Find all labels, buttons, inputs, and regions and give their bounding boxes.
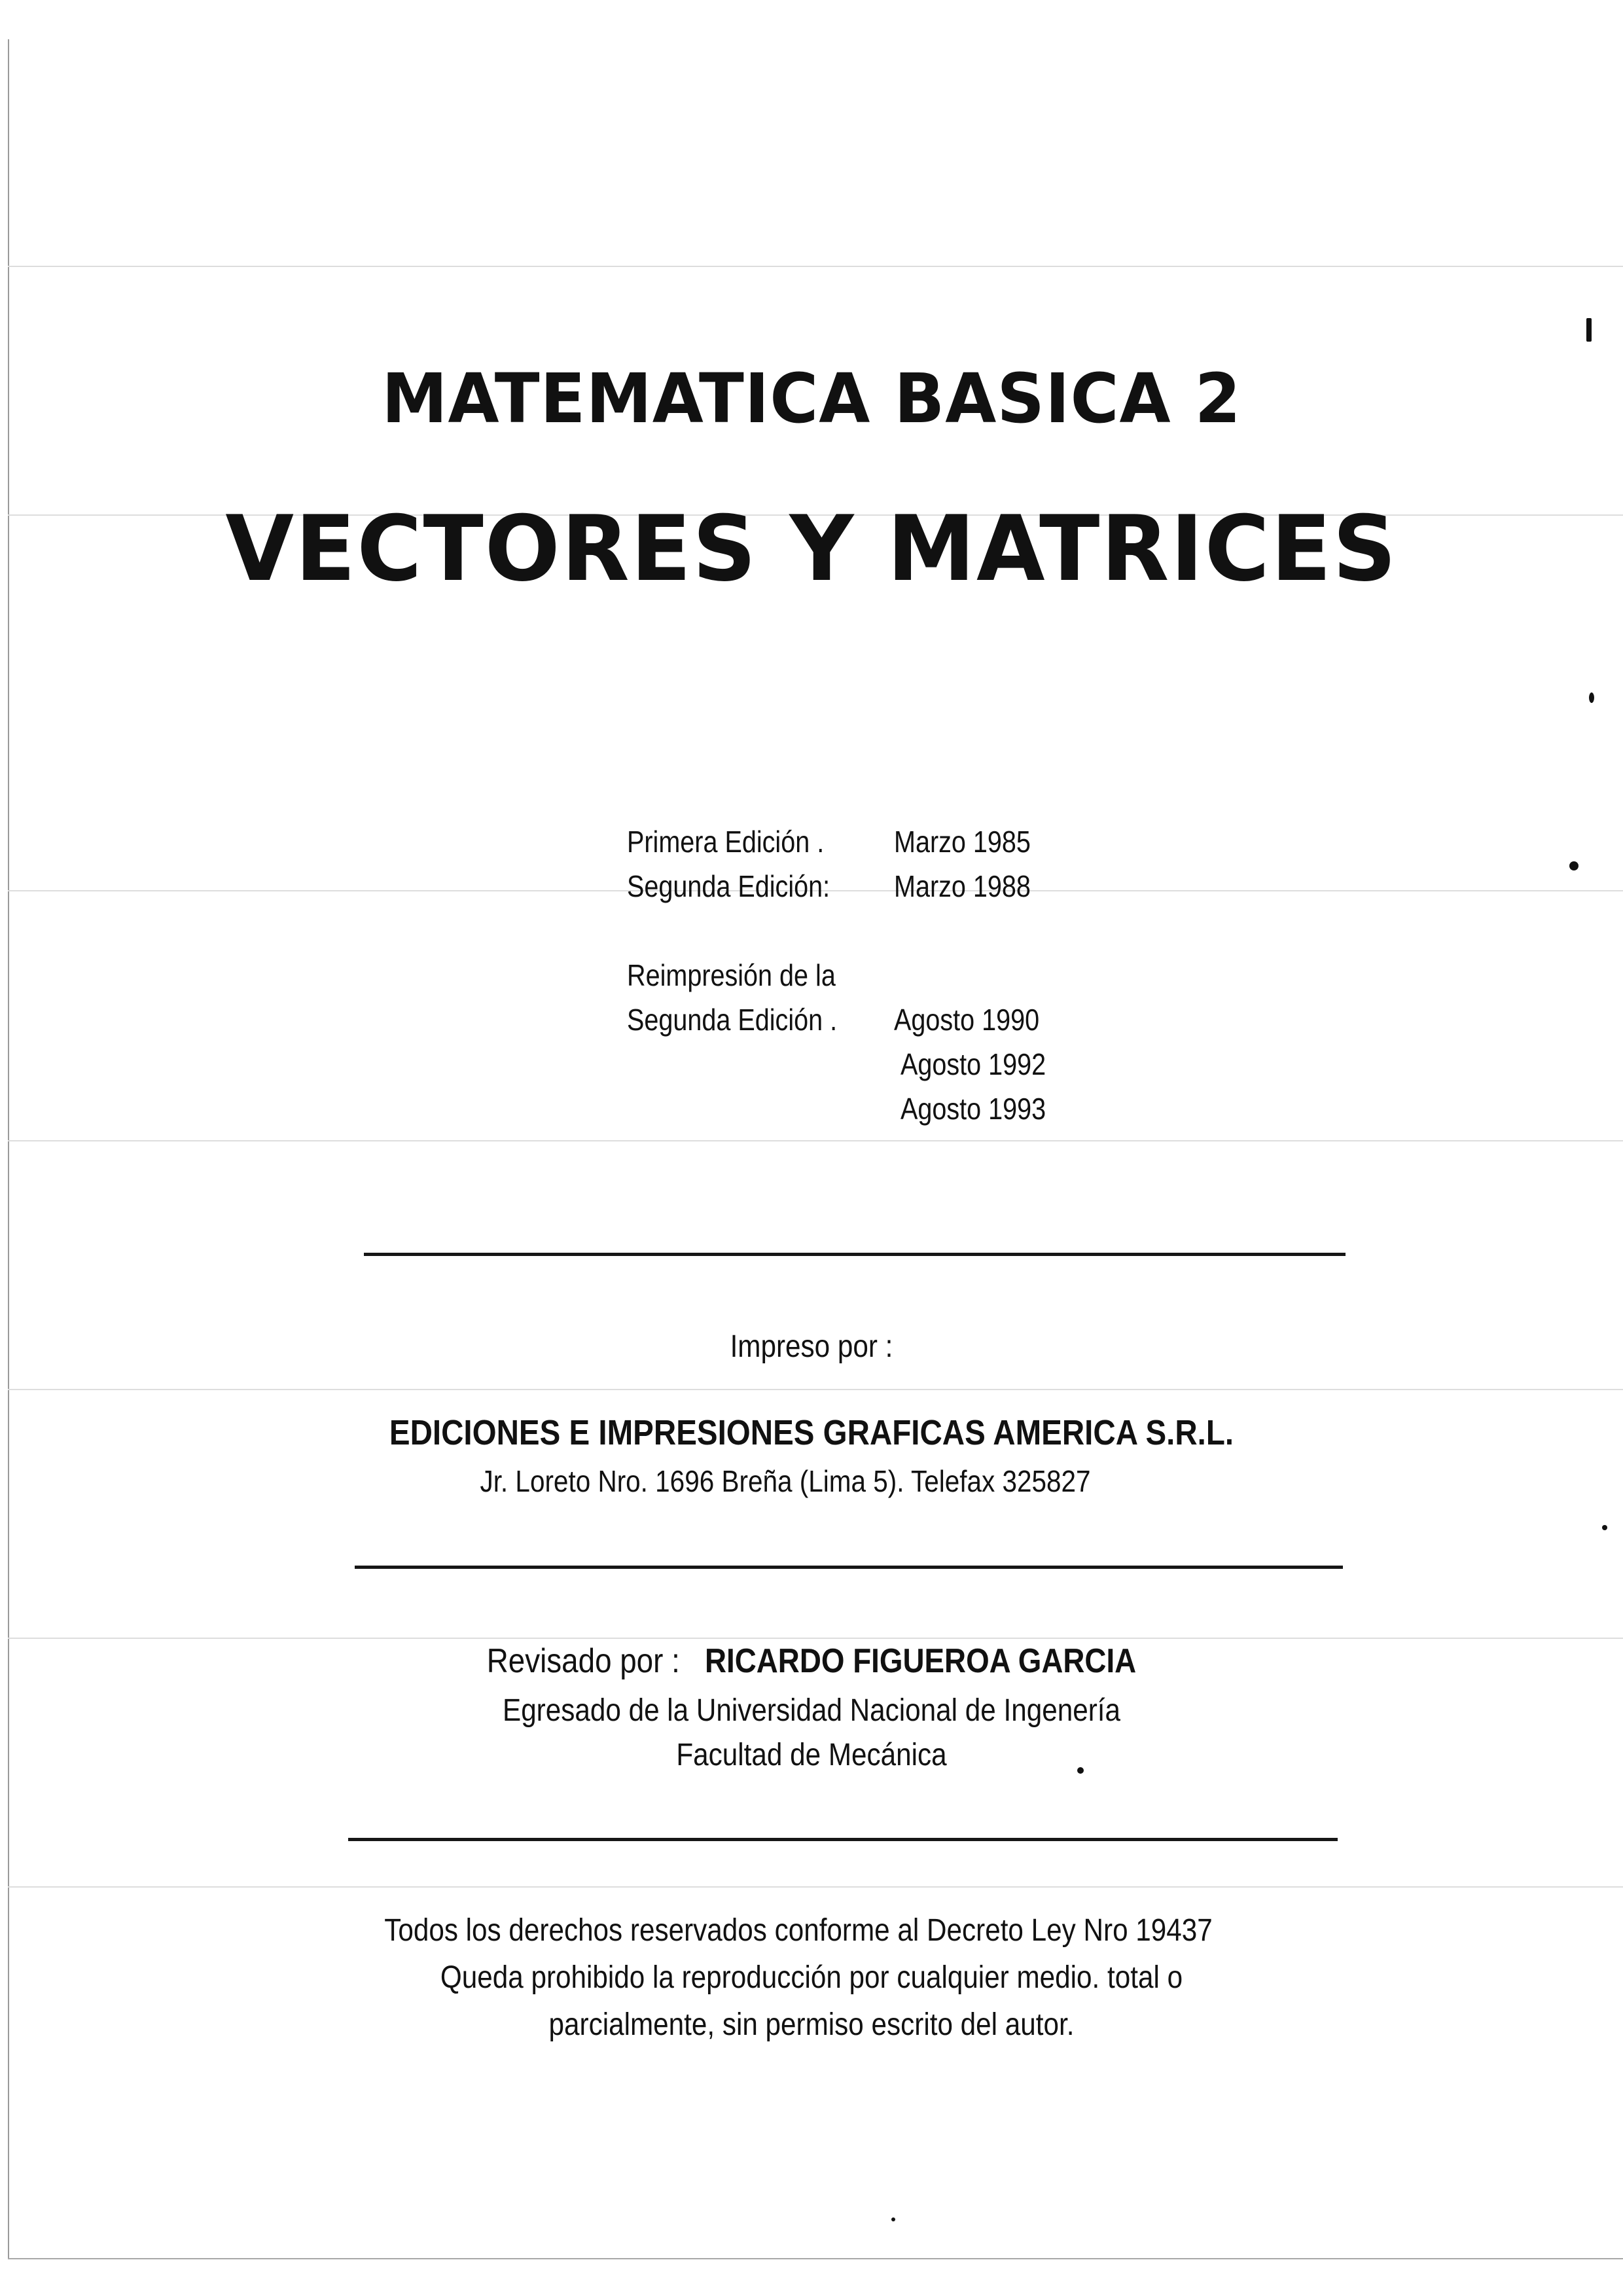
reprint-label-line2: Segunda Edición . bbox=[627, 1003, 838, 1037]
scan-speck bbox=[1602, 1525, 1607, 1530]
divider bbox=[355, 1566, 1343, 1569]
scan-speck bbox=[1589, 692, 1594, 703]
scan-speck bbox=[1569, 861, 1578, 870]
scan-edge-left bbox=[8, 39, 9, 2258]
book-subtitle: VECTORES Y MATRICES bbox=[225, 496, 1398, 601]
rights-line-1: Todos los derechos reservados conforme al Decreto Ley Nro 19437 bbox=[384, 1913, 1213, 1948]
edition-date-primera: Marzo 1985 bbox=[894, 825, 1031, 859]
edition-label-primera: Primera Edición . bbox=[627, 825, 825, 859]
scan-speck bbox=[1586, 318, 1592, 342]
printer-address: Jr. Loreto Nro. 1696 Breña (Lima 5). Telefax 325827 bbox=[480, 1464, 1091, 1498]
scan-line bbox=[8, 1140, 1623, 1141]
rights-line-3: parcialmente, sin permiso escrito del autor. bbox=[548, 2007, 1075, 2042]
reprint-date-3: Agosto 1993 bbox=[901, 1092, 1046, 1126]
scan-line bbox=[8, 266, 1623, 267]
printer-label: Impreso por : bbox=[730, 1329, 893, 1364]
scan-line bbox=[8, 1886, 1623, 1888]
rights-line-2: Queda prohibido la reproducción por cualquier medio. total o bbox=[440, 1960, 1183, 1995]
divider bbox=[348, 1838, 1338, 1841]
divider bbox=[364, 1253, 1346, 1256]
reviewer-label: Revisado por : bbox=[486, 1642, 680, 1680]
reprint-date-1: Agosto 1990 bbox=[894, 1003, 1040, 1037]
reviewer-name: RICARDO FIGUEROA GARCIA bbox=[704, 1642, 1137, 1680]
reprint-date-2: Agosto 1992 bbox=[901, 1047, 1046, 1081]
reviewer-affiliation: Egresado de la Universidad Nacional de Ingenería bbox=[503, 1693, 1120, 1728]
printer-name: EDICIONES E IMPRESIONES GRAFICAS AMERICA S.R.L. bbox=[389, 1413, 1234, 1452]
reprint-label-line1: Reimpresión de la bbox=[627, 958, 836, 992]
reviewer-faculty: Facultad de Mecánica bbox=[676, 1738, 947, 1772]
scan-line bbox=[8, 1638, 1623, 1639]
reviewer-line bbox=[98, 1641, 1525, 1681]
edition-label-segunda: Segunda Edición: bbox=[627, 869, 830, 903]
scan-edge-bottom bbox=[8, 2258, 1623, 2259]
book-title: MATEMATICA BASICA 2 bbox=[382, 359, 1241, 439]
edition-date-segunda: Marzo 1988 bbox=[894, 869, 1031, 903]
scan-speck bbox=[891, 2217, 895, 2221]
scan-line bbox=[8, 1389, 1623, 1390]
